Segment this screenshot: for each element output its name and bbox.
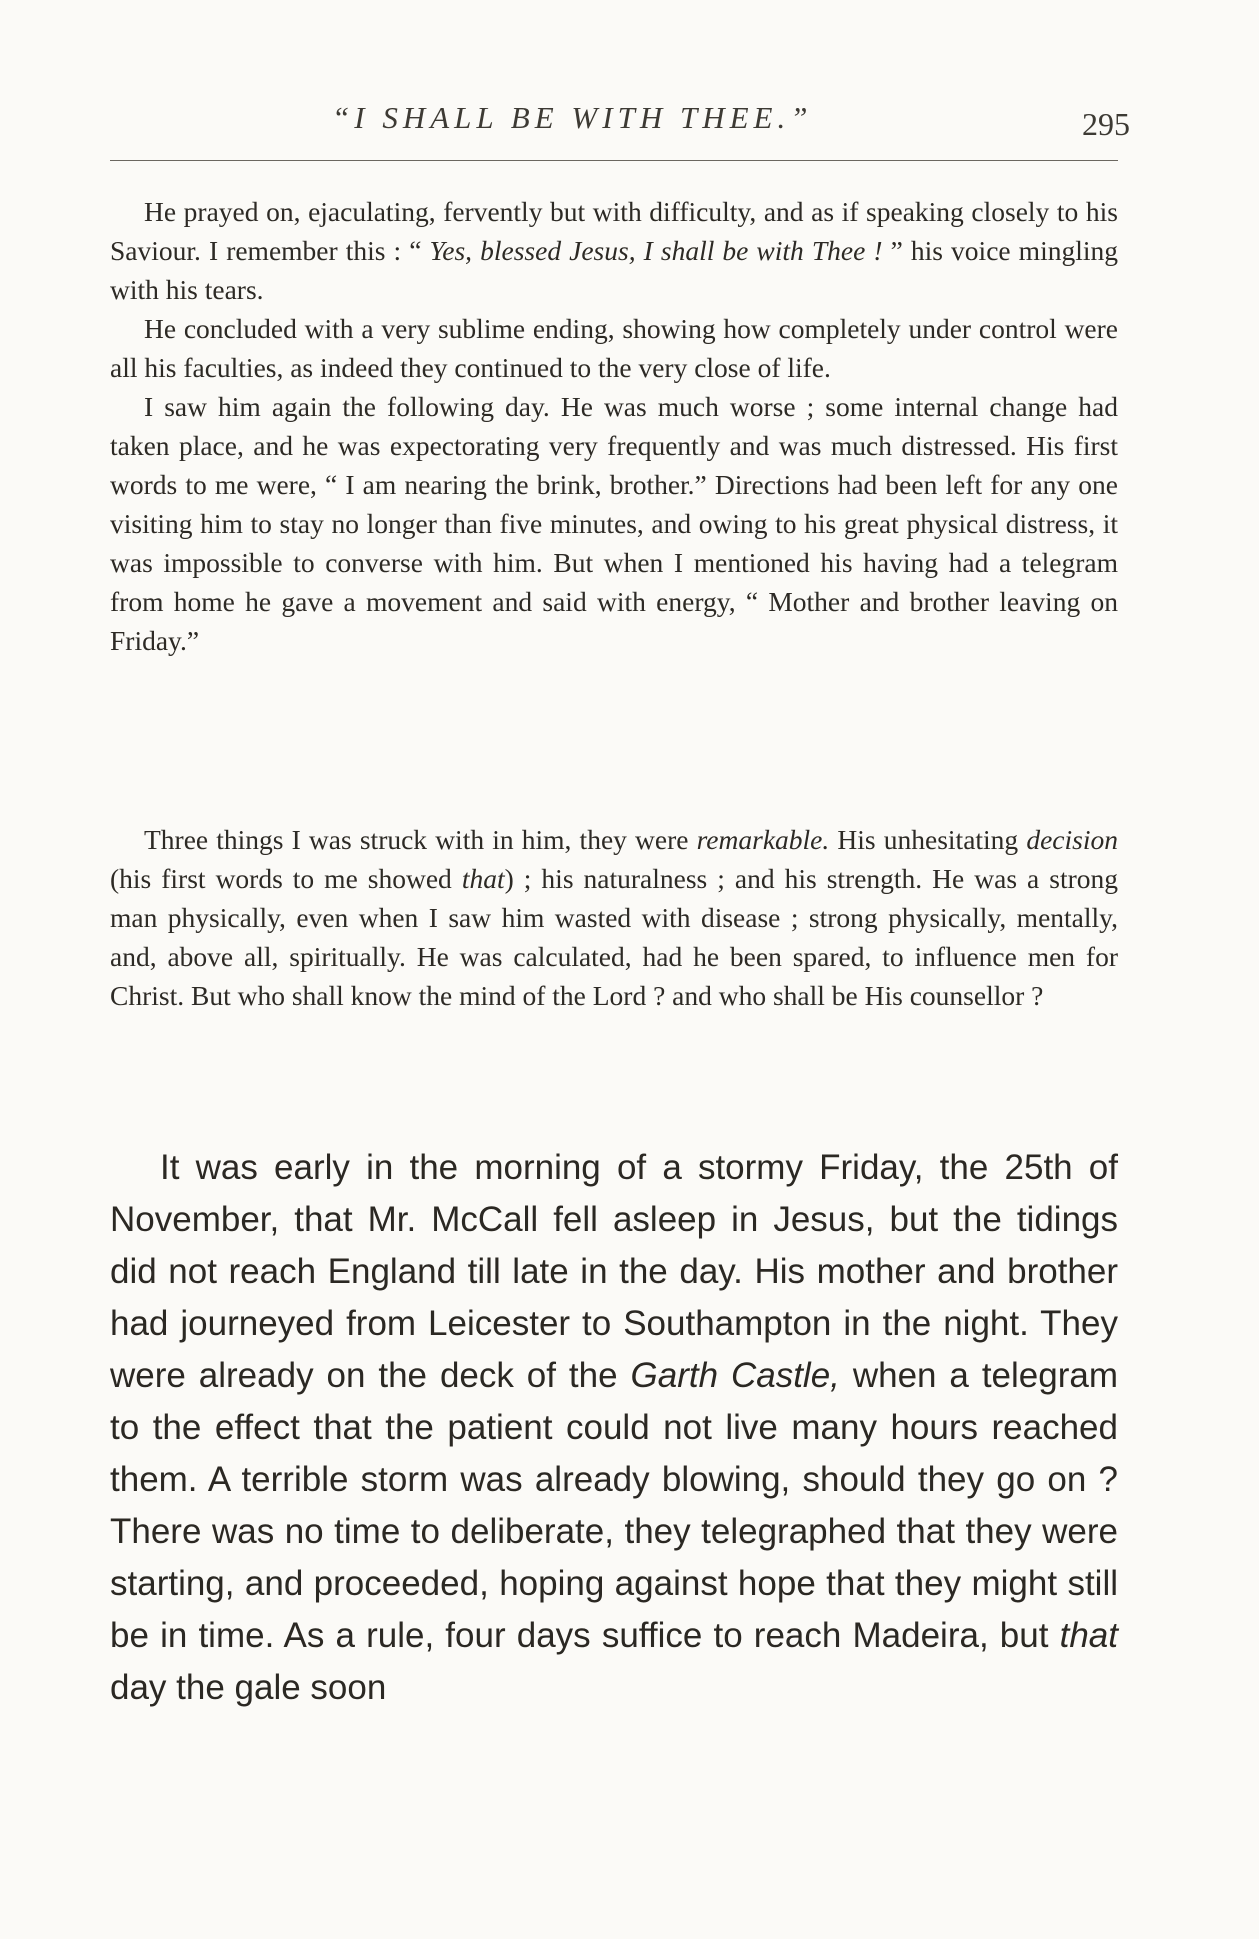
paragraph-stormy-friday: It was early in the morning of a stormy Friday, the 25th of November, that Mr. McCall fell asleep in Jesus, but the tidings did not reach England till late in the day. His mother and brother had journeyed from Leicester to Southampton in the night. They were already on the deck of the Garth Castle, when a telegram to the effect that the patient could not live many hours reached them. A terrible storm was already blowing, should they go on ? There was no time to deliberate, they telegraphed that they were starting, and proceeded, hoping against hope that they might still be in time. As a rule, four days suffice to reach Madeira, but that day the gale soon [110, 1148, 1118, 1707]
italic-that: that [461, 863, 505, 894]
three-things-paragraph [110, 820, 1118, 1015]
running-head [110, 100, 1130, 150]
italic-quote: Yes, blessed Jesus, I shall be with Thee ! [429, 235, 883, 266]
narrative-body [110, 1142, 1118, 1714]
paragraph-following-day: I saw him again the following day. He was much worse ; some internal change had taken place, and he was expectorating very frequently and was much distressed. His first words to me were, “ I am nearing the brink, brother.” Directions had been left for any one visiting him to stay no longer than five minutes, and owing to his great physical distress, it was impossible to converse with him. But when I mentioned his having had a telegram from home he gave a movement and said with energy, “ Mother and brother leaving on Friday.” [110, 391, 1118, 656]
paragraph-prayer: He prayed on, ejaculating, fervently but with difficulty, and as if speaking closely to his Saviour. I remember this : “ Yes, blessed Jesus, I shall be with Thee ! ” his voice mingling with his tears. [110, 196, 1118, 305]
italic-decision: decision [1026, 824, 1118, 855]
italic-ship-name: Garth Castle, [630, 1356, 840, 1395]
italic-that-day: that [1059, 1616, 1118, 1655]
paragraph-ending: He concluded with a very sublime ending, showing how completely under control were all his faculties, as indeed they continued to the very close of life. [110, 313, 1118, 383]
header-rule [110, 160, 1118, 161]
paragraph-three-things: Three things I was struck with in him, they were remarkable. His unhesitating decision (his first words to me showed that) ; his naturalness ; and his strength. He was a strong man physically, even when I saw him wasted with disease ; strong physically, mentally, and, above all, spiritually. He was calculated, had he been spared, to influence men for Christ. But who shall know the mind of the Lord ? and who shall be His counsellor ? [110, 824, 1118, 1011]
italic-remarkable: remarkable. [696, 824, 830, 855]
running-title: “I SHALL BE WITH THEE.” [332, 100, 813, 135]
quoted-account [110, 192, 1118, 660]
page-number: 295 [1082, 106, 1130, 142]
